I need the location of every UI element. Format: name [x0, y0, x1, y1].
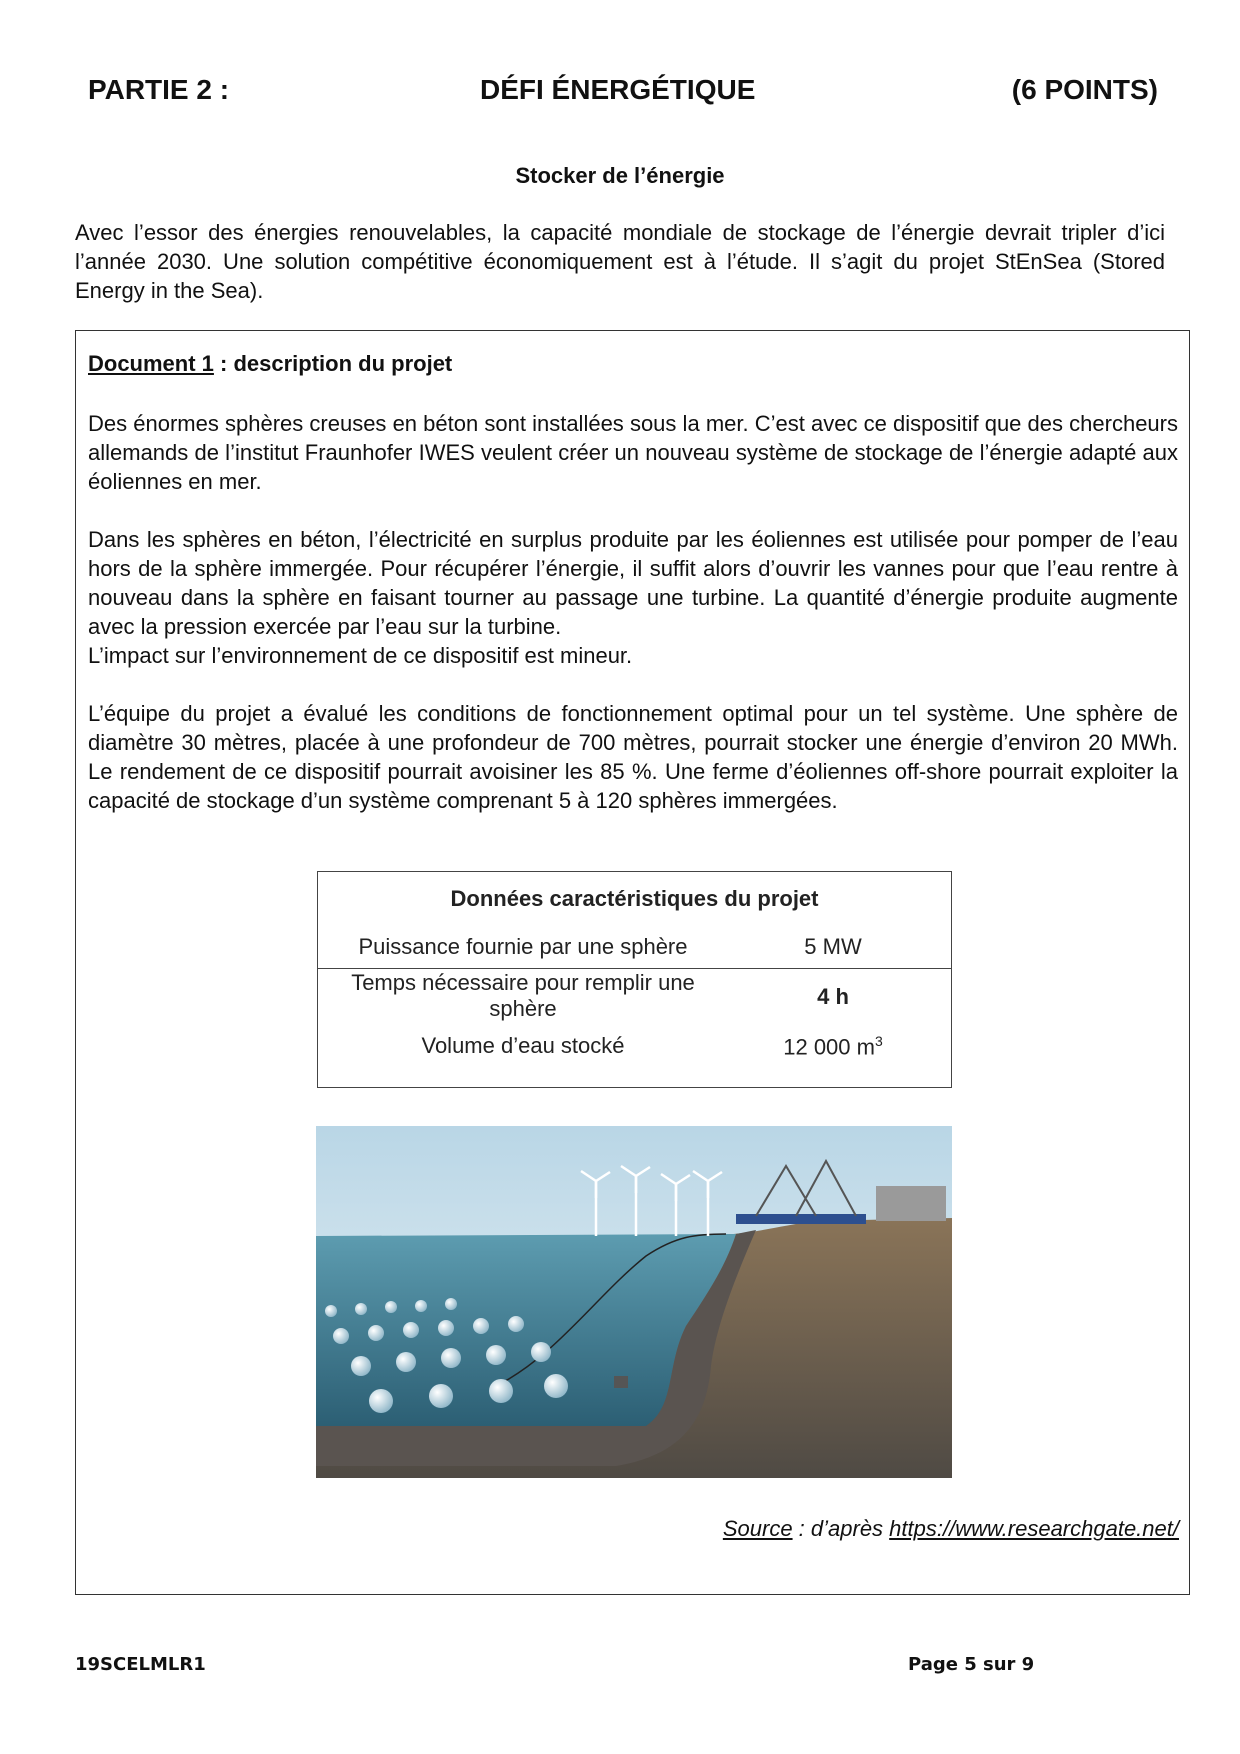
row-value: 4 h [817, 984, 849, 1009]
page-header [88, 74, 1158, 114]
project-data-table [317, 871, 952, 1088]
row-value: 5 MW [804, 934, 862, 959]
document-box [75, 330, 1190, 1595]
row-label: Puissance fournie par une sphère [358, 934, 688, 959]
source-citation [723, 1516, 1179, 1542]
doc-paragraph-2: Dans les sphères en béton, l’électricité en surplus produite par les éoliennes est utilisée pour pomper de l’eau hors de la sphère immergée. Pour récupérer l’énergie, il suffit alors d’ouvrir les vannes pour que l’eau rentre à nouveau dans la sphère en faisant tourner au passage une turbine. La quantité d’énergie produite augmente avec la pression exercée par l’eau sur la turbine. [88, 527, 1178, 639]
document-title-rest: : description du projet [213, 351, 453, 376]
doc-paragraph-4: L’équipe du projet a évalué les conditions de fonctionnement optimal pour un tel système. Une sphère de diamètre 30 mètres, placée à une profondeur de 700 mètres, pourrait stocker une énergie d’environ 20 MWh. Le rendement de ce dispositif pourrait avoisiner les 85 %. Une ferme d’éoliennes off-shore pourrait exploiter la capacité de stockage d’un système comprenant 5 à 120 sphères immergées. [88, 701, 1178, 813]
row-value [758, 1033, 908, 1060]
footer-code: 19SCELMLR1 [75, 1654, 206, 1675]
row-label: Temps nécessaire pour remplir une sphère [351, 970, 695, 1021]
part-title: DÉFI ÉNERGÉTIQUE [480, 74, 756, 105]
turbine-station [614, 1376, 628, 1388]
stensea-illustration [316, 1126, 952, 1478]
part-label: PARTIE 2 : [88, 74, 230, 105]
intro-paragraph: Avec l’essor des énergies renouvelables, la capacité mondiale de stockage de l’énergie devrait tripler d’ici l’année 2030. Une solution compétitive économiquement est à l’étude. Il s’agit du projet StEnSea (Stored Energy in the Sea). [75, 220, 1165, 303]
source-label: Source [722, 1516, 793, 1541]
section-subtitle: Stocker de l’énergie [515, 163, 725, 188]
document-label: Document 1 [88, 351, 214, 376]
row-label: Volume d’eau stocké [421, 1033, 625, 1058]
document-title [88, 351, 452, 377]
footer-page-number: Page 5 sur 9 [908, 1654, 1035, 1675]
doc-paragraph-1: Des énormes sphères creuses en béton sont installées sous la mer. C’est avec ce dispositif que des chercheurs allemands de l’institut Fraunhofer IWES veulent créer un nouveau système de stockage de l’énergie adapté aux éoliennes en mer. [88, 411, 1178, 494]
intro-text [75, 218, 1165, 305]
table-title: Données caractéristiques du projet [450, 886, 819, 911]
illustration-svg [316, 1126, 952, 1478]
onshore-plant [876, 1186, 946, 1221]
source-link[interactable]: https://www.researchgate.net/ [889, 1516, 1179, 1541]
doc-paragraph-3: L’impact sur l’environnement de ce dispositif est mineur. [88, 643, 633, 668]
table-divider [318, 968, 951, 969]
row-value-main: 12 000 m [783, 1034, 875, 1060]
row-value-exponent: 3 [874, 1033, 883, 1049]
points-label: (6 POINTS) [1011, 74, 1158, 105]
document-body [88, 409, 1178, 844]
source-mid: : d’après [792, 1516, 890, 1541]
